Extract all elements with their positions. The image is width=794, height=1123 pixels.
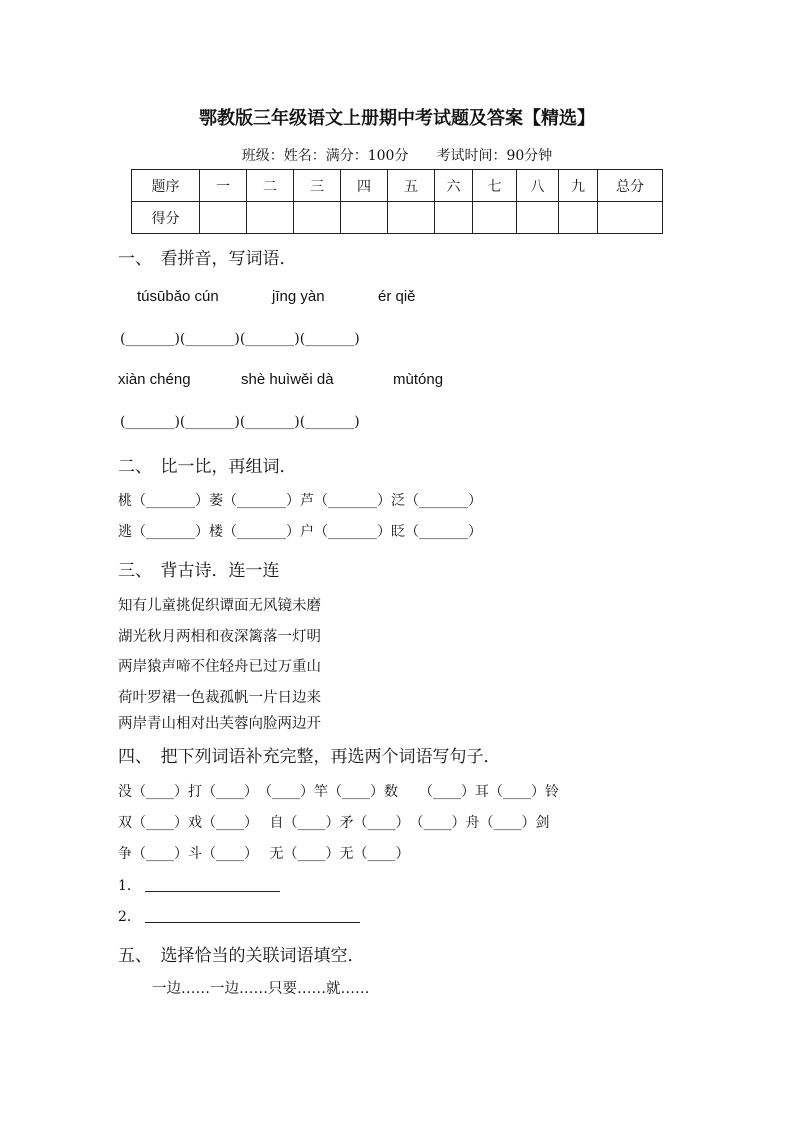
- score-table-score-row: [132, 202, 663, 234]
- score-cell[interactable]: [294, 202, 341, 234]
- poem-line[interactable]: 湖光秋月两相和夜深篱落一灯明: [118, 629, 321, 645]
- poem-line[interactable]: 两岸青山相对出芙蓉向脸两边开: [118, 716, 321, 732]
- table-header-cell: 六: [435, 170, 473, 202]
- pinyin-item: túsūbǎo cún: [137, 288, 219, 305]
- score-cell[interactable]: [517, 202, 559, 234]
- page-title: 鄂教版三年级语文上册期中考试题及答案【精选】: [199, 108, 595, 129]
- sentence-answer-line[interactable]: [145, 922, 360, 923]
- poem-line[interactable]: 两岸猿声啼不住轻舟已过万重山: [118, 659, 321, 675]
- section-2-heading: 二、 比一比，再组词．: [118, 457, 297, 477]
- pinyin-item: shè huìwěi dà: [241, 371, 334, 388]
- table-header-cell: 四: [341, 170, 388, 202]
- sentence-answer-line[interactable]: [145, 891, 280, 892]
- sentence-answer-label: 2．: [118, 909, 141, 925]
- table-header-cell: 五: [388, 170, 435, 202]
- sentence-answer-label: 1．: [118, 878, 141, 894]
- score-cell[interactable]: [247, 202, 294, 234]
- idiom-row[interactable]: 争（____）斗（____） 无（____）无（____）: [118, 846, 410, 862]
- score-cell[interactable]: [200, 202, 247, 234]
- section-4-heading: 四、 把下列词语补充完整，再选两个词语写句子．: [118, 747, 501, 767]
- answer-blank-row[interactable]: (_______)(_______)(_______)(_______): [120, 414, 360, 430]
- table-header-cell: 八: [517, 170, 559, 202]
- score-cell[interactable]: [435, 202, 473, 234]
- word-group-row[interactable]: 桃（_______）萎（_______）芦（_______）泛（_______）: [118, 493, 482, 509]
- score-row-label: 得分: [132, 202, 200, 234]
- table-header-cell: 二: [247, 170, 294, 202]
- table-header-cell: 七: [473, 170, 517, 202]
- section-1-heading: 一、 看拼音，写词语．: [118, 249, 297, 269]
- score-cell[interactable]: [341, 202, 388, 234]
- conjunction-options: 一边……一边……只要……就……: [152, 981, 370, 997]
- score-cell[interactable]: [473, 202, 517, 234]
- score-table: [131, 169, 663, 234]
- exam-info: 班级：姓名：满分：100分 考试时间：90分钟: [241, 148, 553, 164]
- poem-line[interactable]: 知有儿童挑促织谭面无风镜未磨: [118, 598, 321, 614]
- table-header-cell: 三: [294, 170, 341, 202]
- table-header-cell: 一: [200, 170, 247, 202]
- idiom-row[interactable]: 双（____）戏（____） 自（____）矛（____） （____）舟（____）剑: [118, 815, 550, 831]
- pinyin-item: mùtóng: [393, 371, 444, 388]
- pinyin-item: ér qiě: [378, 288, 416, 305]
- pinyin-item: xiàn chéng: [118, 371, 191, 388]
- word-group-row[interactable]: 逃（_______）楼（_______）户（_______）眨（_______）: [118, 524, 482, 540]
- answer-blank-row[interactable]: (_______)(_______)(_______)(_______): [120, 331, 360, 347]
- section-3-heading: 三、 背古诗．连一连: [118, 561, 280, 581]
- poem-line[interactable]: 荷叶罗裙一色裁孤帆一片日边来: [118, 690, 321, 706]
- score-table-header-row: [132, 170, 663, 202]
- table-header-cell: 题序: [132, 170, 200, 202]
- score-cell[interactable]: [388, 202, 435, 234]
- pinyin-item: jīng yàn: [272, 288, 325, 305]
- table-header-cell: 总分: [598, 170, 663, 202]
- table-header-cell: 九: [559, 170, 598, 202]
- score-cell[interactable]: [598, 202, 663, 234]
- section-5-heading: 五、 选择恰当的关联词语填空．: [118, 946, 365, 966]
- idiom-row[interactable]: 没（____）打（____） （____）竿（____）数 （____）耳（____）铃: [118, 784, 559, 800]
- score-cell[interactable]: [559, 202, 598, 234]
